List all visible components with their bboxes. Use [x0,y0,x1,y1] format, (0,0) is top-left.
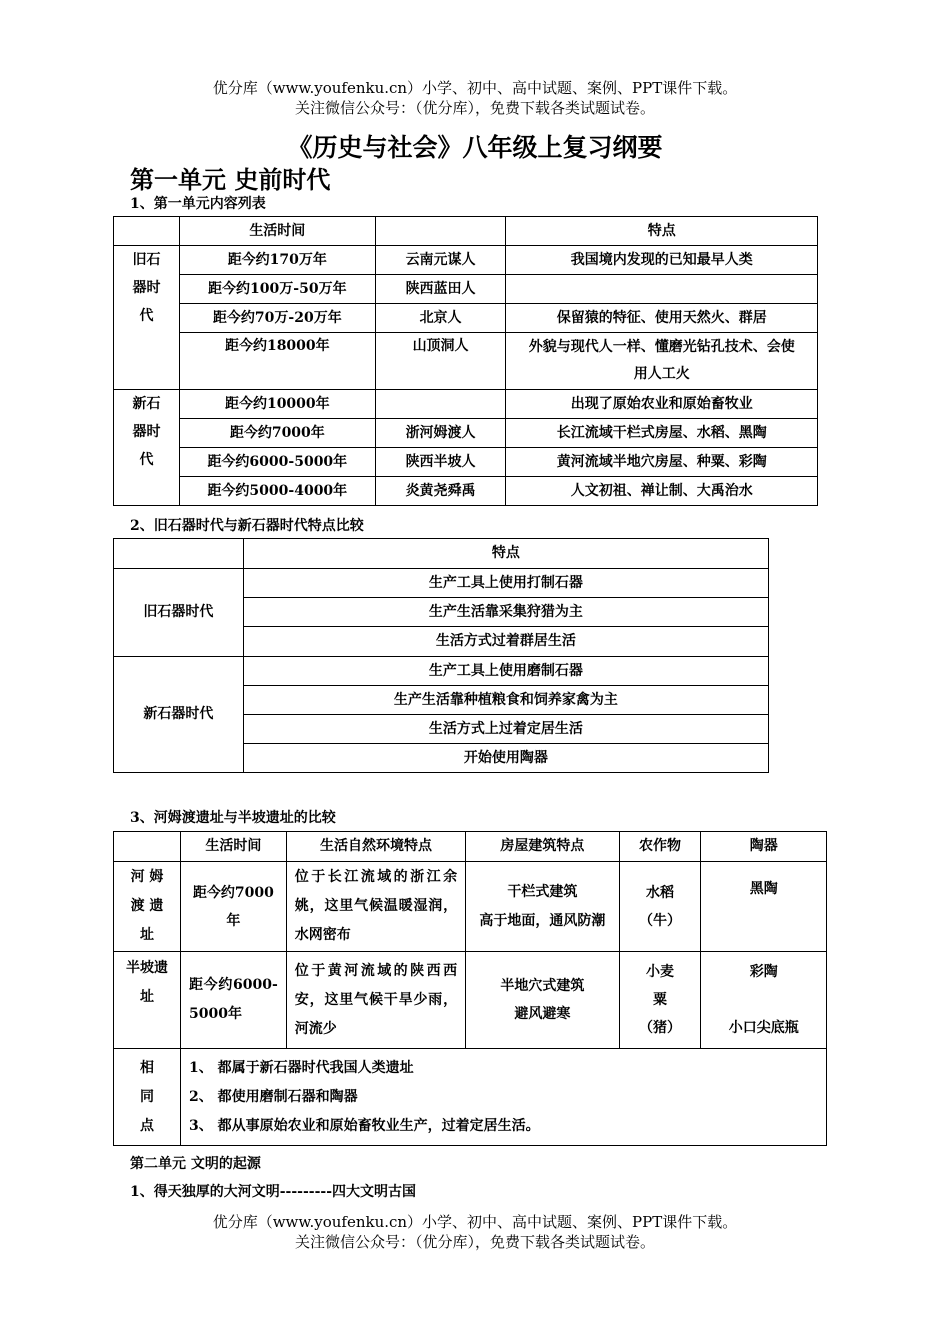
same-point: 2、 都使用磨制石器和陶器 [189,1088,358,1105]
table-cell-time: 距今约10000年 [179,390,375,419]
table-cell-time: 距今约170万年 [179,246,375,275]
table-cell-feature: 外貌与现代人一样、懂磨光钻孔技术、会使用人工火 [506,333,818,390]
house-desc: 高于地面，通风防潮 [479,912,606,929]
site-time: 距今约6000-5000年 [181,952,287,1049]
table-cell-name: 浙河姆渡人 [375,419,506,448]
page-title: 《历史与社会》八年级上复习纲要 [287,133,663,162]
header-empty [114,217,180,246]
site-house [466,862,619,952]
crop-item: （牛） [639,912,682,929]
table-cell-name: 云南元谋人 [375,246,506,275]
table-cell-feature: 出现了原始农业和原始畜牧业 [506,390,818,419]
feature-cell: 生活方式过着群居生活 [243,627,768,657]
house-type: 干栏式建筑 [507,883,578,900]
table-unit1-contents [113,216,818,506]
era-old-stone: 旧石器时代 [114,246,180,390]
site-time: 距今约7000年 [181,862,287,952]
site-environment: 位于长江流域的浙江余姚，这里气候温暖湿润，水网密布 [286,862,465,952]
table-cell-time: 距今约6000-5000年 [179,448,375,477]
table-cell-time: 距今约100万-50万年 [179,275,375,304]
table-cell-feature: 黄河流域半地穴房屋、种粟、彩陶 [506,448,818,477]
unit-1-heading: 第一单元 史前时代 [130,165,331,194]
site-pottery: 黑陶 [701,862,827,952]
header-empty [114,832,181,862]
feature-cell: 生产工具上使用打制石器 [243,569,768,598]
site-environment: 位于黄河流域的陕西西安，这里气候干旱少雨，河流少 [286,952,465,1049]
header-line-2: 关注微信公众号：（优分库），免费下载各类试题试卷。 [294,99,655,117]
table-cell-name: 山顶洞人 [375,333,506,390]
header-time: 生活时间 [179,217,375,246]
header-feature: 特点 [243,539,768,569]
table-cell-feature: 人文初祖、禅让制、大禹治水 [506,477,818,506]
crop-item: 粟 [653,992,668,1008]
site-pottery [701,952,827,1049]
header-time: 生活时间 [181,832,287,862]
table-cell-name: 炎黄尧舜禹 [375,477,506,506]
table-cell-time: 距今约70万-20万年 [179,304,375,333]
table-site-comparison [113,831,827,1146]
table-cell-time: 距今约18000年 [179,333,375,390]
pottery-item: 小口尖底瓶 [728,1020,799,1036]
table-cell-name: 陕西半坡人 [375,448,506,477]
header-pottery: 陶器 [701,832,827,862]
table-cell-feature: 我国境内发现的已知最早人类 [506,246,818,275]
unit-2-item: 1、得天独厚的大河文明---------四大文明古国 [130,1184,417,1200]
same-points [181,1049,827,1146]
header-crop: 农作物 [619,832,701,862]
section-1-heading: 1、第一单元内容列表 [130,196,266,212]
site-house [466,952,619,1049]
table-cell-name: 北京人 [375,304,506,333]
pottery-item: 彩陶 [749,964,778,980]
unit-2-heading: 第二单元 文明的起源 [130,1156,261,1172]
feature-cell: 生产生活靠采集狩猎为主 [243,598,768,627]
table-cell-time: 距今约5000-4000年 [179,477,375,506]
same-points-label: 相 同 点 [114,1049,181,1146]
house-type: 半地穴式建筑 [500,978,585,994]
table-cell-time: 距今约7000年 [179,419,375,448]
table-cell-feature [506,275,818,304]
site-crop [619,862,701,952]
feature-cell: 生产生活靠种植粮食和饲养家禽为主 [243,686,768,715]
era-new-stone: 新石器时代 [114,390,180,506]
header-environment: 生活自然环境特点 [286,832,465,862]
same-point: 1、 都属于新石器时代我国人类遗址 [189,1059,414,1076]
table-cell-name: 陕西蓝田人 [375,275,506,304]
header-empty [375,217,506,246]
section-2-heading: 2、旧石器时代与新石器时代特点比较 [130,518,364,534]
section-3-heading: 3、河姆渡遗址与半坡遗址的比较 [130,810,336,826]
header-house: 房屋建筑特点 [466,832,619,862]
table-cell-feature: 保留猿的特征、使用天然火、群居 [506,304,818,333]
header-empty [114,539,244,569]
feature-cell: 生活方式上过着定居生活 [243,715,768,744]
era-new-stone: 新石器时代 [114,657,244,773]
era-old-stone: 旧石器时代 [114,569,244,657]
same-point: 3、 都从事原始农业和原始畜牧业生产，过着定居生活。 [189,1117,540,1134]
footer-line-1: 优分库（www.youfenku.cn）小学、初中、高中试题、案例、PPT课件下载。 [212,1213,738,1231]
crop-item: 小麦 [646,964,675,980]
table-cell-name [375,390,506,419]
crop-item: 水稻 [646,884,675,901]
site-banpo: 半坡遗址 [114,952,181,1049]
footer-line-2: 关注微信公众号：（优分库），免费下载各类试题试卷。 [294,1233,655,1251]
crop-item: （猪） [639,1020,682,1036]
feature-cell: 开始使用陶器 [243,744,768,773]
header-feature: 特点 [506,217,818,246]
table-cell-feature: 长江流域干栏式房屋、水稻、黑陶 [506,419,818,448]
table-era-comparison [113,538,769,773]
site-crop [619,952,701,1049]
feature-cell: 生产工具上使用磨制石器 [243,657,768,686]
house-desc: 避风避寒 [514,1006,571,1022]
site-hemudu: 河 姆 渡 遗址 [114,862,181,952]
header-line-1: 优分库（www.youfenku.cn）小学、初中、高中试题、案例、PPT课件下载。 [212,79,738,97]
